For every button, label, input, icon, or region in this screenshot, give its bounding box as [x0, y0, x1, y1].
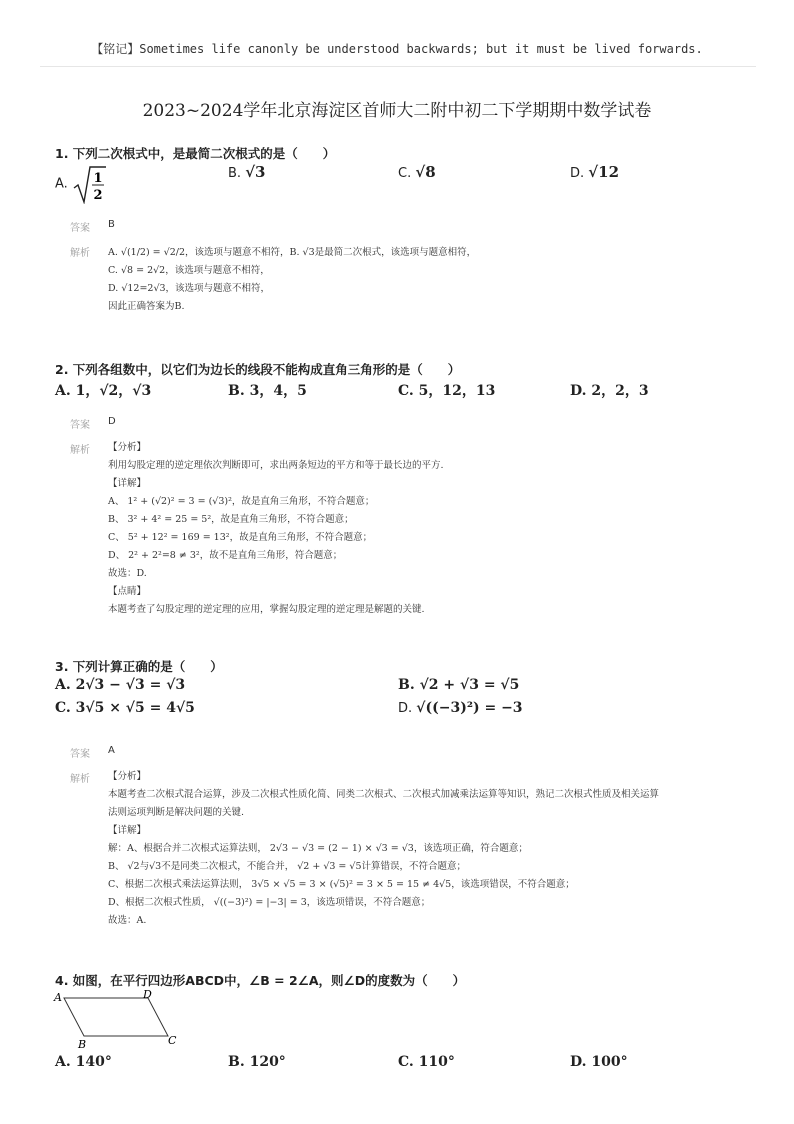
- q3-analysis-line: D、根据二次根式性质， √((−3)²) = |−3| = 3，该选项错误，不符合题意；: [108, 897, 431, 908]
- motto-header: 【铭记】Sometimes life canonly be understood backwards; but it must be lived forwards.: [91, 42, 703, 56]
- q1-option-a-label: A.: [55, 176, 68, 192]
- q3-option-c[interactable]: C. 3√5 × √5 = 4√5: [55, 700, 195, 716]
- q2-analysis-line: B、 3² + 4² = 25 = 5²，故是直角三角形，不符合题意；: [108, 514, 354, 525]
- q1-option-b[interactable]: [228, 163, 266, 181]
- q1-answer-label: 答案: [70, 223, 90, 234]
- q4-option-c[interactable]: C. 110°: [398, 1054, 455, 1070]
- q4-stem: 4. 如图，在平行四边形ABCD中，∠B = 2∠A，则∠D的度数为（ ）: [55, 973, 466, 988]
- q1-option-c[interactable]: [398, 163, 436, 181]
- q3-analysis: [108, 768, 659, 930]
- q2-option-a[interactable]: A. 1，√2，√3: [55, 383, 152, 399]
- q3-analysis-line: 本题考查二次根式混合运算，涉及二次根式性质化简、同类二次根式、二次根式加减乘法运算等知识，熟记二次根式性质及相关运算: [108, 789, 660, 800]
- q1-option-d-label: D.: [570, 166, 585, 181]
- q2-stem: 2. 下列各组数中，以它们为边长的线段不能构成直角三角形的是（ ）: [55, 362, 461, 377]
- q2-analysis-line: 【分析】: [108, 442, 147, 453]
- q1-analysis-line: A. √(1/2) = √2/2，该选项与题意不相符，B. √3是最简二次根式，该选项与题意相符，: [108, 247, 477, 258]
- q3-answer: A: [108, 745, 115, 756]
- q4-option-a[interactable]: A. 140°: [55, 1054, 112, 1070]
- q3-option-a[interactable]: A. 2√3 − √3 = √3: [55, 677, 186, 693]
- q2-analysis-line: 故选：D.: [108, 568, 147, 579]
- q3-option-b[interactable]: B. √2 + √3 = √5: [398, 677, 520, 693]
- q1-option-a[interactable]: [55, 164, 106, 204]
- q2-analysis-line: 利用勾股定理的逆定理依次判断即可，求出两条短边的平方和等于最长边的平方.: [108, 460, 444, 471]
- q1-option-c-label: C.: [398, 166, 412, 181]
- q1-option-b-math: √3: [245, 163, 266, 181]
- q2-analysis-line: A、 1² + (√2)² = 3 = (√3)²，故是直角三角形，不符合题意；: [108, 496, 375, 507]
- q1-analysis-label: 解析: [70, 248, 90, 259]
- q4-option-d[interactable]: D. 100°: [570, 1054, 628, 1070]
- q3-analysis-line: B、 √2与√3不是同类二次根式，不能合并， √2 + √3 = √5计算错误，不符合题意；: [108, 861, 467, 872]
- q1-answer: B: [108, 219, 115, 230]
- q3-option-d[interactable]: [398, 700, 523, 716]
- q2-answer: D: [108, 416, 116, 427]
- q3-analysis-line: 【分析】: [108, 771, 147, 782]
- q1-analysis: [108, 244, 476, 316]
- vertex-a-label: A: [54, 991, 62, 1004]
- q3-analysis-line: 解：A、根据合并二次根式运算法则， 2√3 − √3 = (2 − 1) × √3 = √3，该选项正确，符合题意；: [108, 843, 528, 854]
- q1-option-c-math: √8: [415, 163, 436, 181]
- q1-analysis-line: D. √12=2√3，该选项与题意不相符，: [108, 283, 271, 294]
- q1-stem: 1. 下列二次根式中，是最简二次根式的是（ ）: [55, 146, 336, 161]
- q3-answer-label: 答案: [70, 749, 90, 760]
- q2-analysis-line: D、 2² + 2²=8 ≠ 3²，故不是直角三角形，符合题意；: [108, 550, 343, 561]
- q2-option-c[interactable]: C. 5，12，13: [398, 383, 496, 399]
- q3-analysis-label: 解析: [70, 774, 90, 785]
- q3-option-d-label: D.: [398, 701, 413, 716]
- vertex-b-label: B: [78, 1038, 87, 1051]
- q3-stem: 3. 下列计算正确的是（ ）: [55, 659, 223, 674]
- q2-option-d[interactable]: D. 2，2，3: [570, 383, 649, 399]
- q4-option-b[interactable]: B. 120°: [228, 1054, 286, 1070]
- q3-option-d-math: √((−3)²) = −3: [416, 700, 523, 716]
- q3-analysis-line: 【详解】: [108, 825, 147, 836]
- q3-analysis-line: C、根据二次根式乘法运算法则， 3√5 × √5 = 3 × (√5)² = 3 × 5 = 15 ≠ 4√5，该选项错误，不符合题意；: [108, 879, 575, 890]
- page-title: 2023~2024学年北京海淀区首师大二附中初二下学期期中数学试卷: [142, 101, 652, 121]
- header-divider: [40, 66, 756, 67]
- q3-analysis-line: 法则运项判断是解决问题的关键.: [108, 807, 245, 818]
- q1-analysis-line: 因此正确答案为B.: [108, 301, 185, 312]
- q2-answer-label: 答案: [70, 420, 90, 431]
- q1-option-a-radical: [72, 164, 106, 204]
- q1-option-d-math: √12: [588, 163, 620, 181]
- q2-analysis-line: 【点睛】: [108, 586, 147, 597]
- q3-analysis-line: 故选：A.: [108, 915, 147, 926]
- q1-option-d[interactable]: [570, 163, 619, 181]
- svg-text:1: 1: [93, 171, 103, 186]
- vertex-c-label: C: [168, 1034, 177, 1047]
- q2-analysis-line: 【详解】: [108, 478, 147, 489]
- q2-option-b[interactable]: B. 3，4，5: [228, 383, 307, 399]
- svg-text:2: 2: [93, 188, 103, 203]
- q2-analysis-line: 本题考查了勾股定理的逆定理的应用，掌握勾股定理的逆定理是解题的关键.: [108, 604, 425, 615]
- q1-option-b-label: B.: [228, 166, 242, 181]
- parallelogram-figure: [50, 986, 190, 1052]
- q1-analysis-line: C. √8 = 2√2，该选项与题意不相符，: [108, 265, 270, 276]
- q2-analysis-line: C、 5² + 12² = 169 = 13²，故是直角三角形，不符合题意；: [108, 532, 373, 543]
- vertex-d-label: D: [143, 988, 152, 1001]
- q2-analysis-label: 解析: [70, 445, 90, 456]
- q2-analysis: [108, 439, 444, 619]
